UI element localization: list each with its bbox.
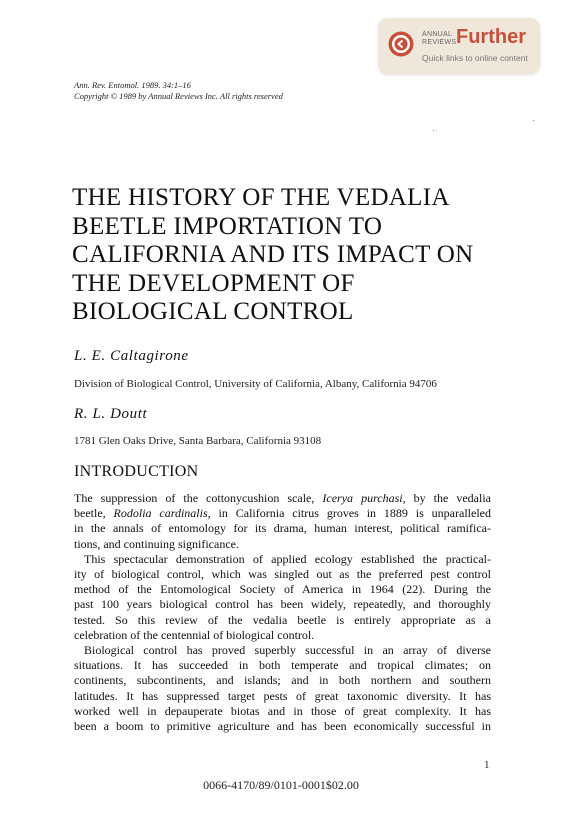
species-name: Rodolia cardinalis, <box>113 506 211 521</box>
author-affiliation: 1781 Glen Oaks Drive, Santa Barbara, California 93108 <box>74 435 322 447</box>
title-line: BEETLE IMPORTATION TO <box>72 212 383 240</box>
title-line: THE HISTORY OF THE VEDALIA <box>72 184 450 211</box>
badge-tagline: Quick links to online content <box>422 53 528 63</box>
journal-citation: Ann. Rev. Entomol. 1989. 34:1–16 <box>74 80 191 90</box>
body-line <box>74 567 491 582</box>
journal-copyright: Copyright © 1989 by Annual Reviews Inc. All rights reserved <box>74 91 283 101</box>
section-heading: INTRODUCTION <box>74 463 199 480</box>
badge-reviews: REVIEWS <box>422 39 457 46</box>
body-text-run: in California citrus groves in 1889 is unparalleled <box>210 506 491 521</box>
body-line <box>74 521 491 536</box>
body-line <box>74 613 491 628</box>
body-line <box>74 689 491 704</box>
body-text-run: This spectacular demonstration of applied ecology established the practical- <box>84 551 491 566</box>
author-affiliation: Division of Biological Control, University of California, Albany, California 94706 <box>74 378 437 390</box>
body-line <box>74 704 491 719</box>
badge-further-label: Further <box>456 26 526 48</box>
page-number: 1 <box>484 759 490 771</box>
body-text-run: continents, subcontinents, and islands; and in both northern and southern <box>74 673 491 688</box>
body-line <box>74 719 491 734</box>
body-text-run: in the annals of entomology for its drama, human interest, political ramifica- <box>74 521 491 536</box>
title-line: THE DEVELOPMENT OF <box>72 269 355 297</box>
body-text <box>74 491 491 734</box>
body-line <box>74 582 491 597</box>
title-line: CALIFORNIA AND ITS IMPACT ON <box>72 241 474 268</box>
article-title <box>72 184 512 327</box>
further-badge[interactable] <box>378 18 540 74</box>
body-text-run: latitudes. It has suppressed target pests of great taxonomic diversity. It has <box>74 688 491 703</box>
body-text-run: worked well in depauperate biotas and in those of great complexity. It has <box>74 703 491 718</box>
body-text-run: been a boom to primitive agriculture and has been economically successful in <box>74 719 491 734</box>
body-line <box>74 506 491 521</box>
title-line: BIOLOGICAL CONTROL <box>72 298 354 325</box>
body-text-run: by the vedalia <box>405 491 491 505</box>
body-text-run: situations. It has succeeded in both temperate and tropical climates; on <box>74 658 491 673</box>
body-line <box>74 658 491 673</box>
annual-reviews-logo-icon <box>388 31 414 57</box>
body-text-run: past 100 years biological control has been widely, repeatedly, and thoroughly <box>74 597 491 612</box>
stray-dot <box>533 120 534 121</box>
badge-annual-reviews-label <box>422 31 456 47</box>
author-name: R. L. Doutt <box>74 406 148 422</box>
body-line <box>74 597 491 612</box>
body-line <box>74 537 491 552</box>
body-text-run: tested. So this review of the vedalia beetle is entirely appropriate as a <box>74 612 491 627</box>
body-text-run: Biological control has proved superbly successful in an array of diverse <box>84 643 491 658</box>
body-text-run: ity of biological control, which was singled out as the preferred pest control <box>74 567 491 582</box>
body-text-run: The suppression of the cottonycushion scale, <box>74 491 323 505</box>
journal-reference <box>74 80 283 102</box>
species-name: Icerya purchasi, <box>322 491 406 505</box>
stray-dot <box>433 130 434 131</box>
body-text-run: method of the Entomological Society of America in 1964 (22). During the <box>74 582 491 597</box>
body-line <box>74 552 491 567</box>
body-line <box>74 643 491 658</box>
body-line <box>74 673 491 688</box>
body-text-run: celebration of the centennial of biological control. <box>74 627 315 642</box>
body-text-run: tions, and continuing significance. <box>74 536 239 551</box>
body-line <box>74 491 491 506</box>
body-line <box>74 628 491 643</box>
footer-code: 0066-4170/89/0101-0001$02.00 <box>203 778 359 792</box>
body-text-run: beetle, <box>74 506 114 521</box>
author-name: L. E. Caltagirone <box>74 348 189 364</box>
badge-annual: ANNUAL <box>422 31 453 38</box>
